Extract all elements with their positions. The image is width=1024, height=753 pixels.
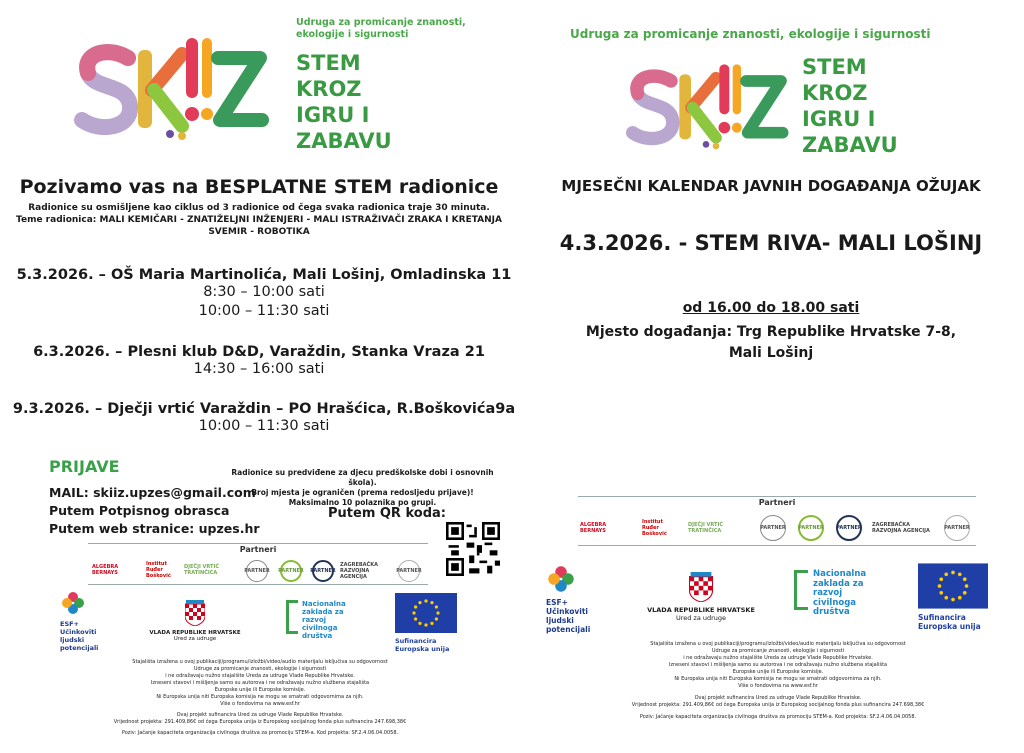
participation-note (230, 468, 495, 508)
partner-logo: ZAGREBAČKA RAZVOJNA AGENCIJA (872, 522, 930, 534)
eu-line: Sufinancira (395, 637, 437, 645)
disclaimer-line: Poziv: Jačanje kapaciteta organizacija civilnoga društva za promociju STEM-a. Kod projekta: SF.2.4.06.04.0058. (639, 714, 917, 720)
event-title: 5.3.2026. – OŠ Maria Martinolića, Mali Lošinj, Omladinska 11 (16, 267, 512, 283)
eu-logo (918, 563, 988, 631)
nz-line: zaklada za (302, 608, 344, 616)
partner-logo: PARTNER (280, 560, 302, 582)
esf-line: Učinkoviti (546, 607, 589, 616)
nz-line: razvoj (813, 588, 843, 598)
vlada-logo (140, 600, 250, 642)
org-name-line: ekologije i sigurnosti (296, 29, 409, 40)
partner-logo: PARTNER (760, 515, 786, 541)
disclaimer-line: Izneseni stavovi i mišljenja samo su autorova i ne odražavaju nužno službena stajališta (668, 662, 888, 668)
stem-line: STEM (296, 51, 361, 75)
partners-strip (88, 543, 428, 585)
org-name (296, 17, 466, 41)
disclaimer-line: Europske unije ili Europske komisije. (214, 687, 306, 693)
partner-logo: Institut Ruđer Bošković (146, 561, 171, 579)
event-time: od 16.00 do 18.00 sati (682, 300, 860, 316)
intro-text (0, 202, 518, 238)
esf-flower-icon (60, 590, 86, 616)
partner-logo: ALGEBRA BERNAYS (92, 564, 119, 576)
event-item (0, 267, 528, 321)
disclaimer-line: Ni Europska unija niti Europska komisija ne mogu se smatrati odgovornima za njih. (674, 676, 882, 682)
disclaimer-line: Poziv: Jačanje kapaciteta organizacija civilnoga društva za promociju STEM-a. Kod projekta: SF.2.4.06.04.0058. (121, 730, 399, 736)
stem-line: IGRU I (802, 107, 876, 131)
event-title: 6.3.2026. – Plesni klub D&D, Varaždin, Stanka Vraza 21 (33, 344, 485, 360)
croatia-coat-of-arms-icon (185, 600, 205, 626)
event-place (518, 322, 1024, 364)
disclaimer-line: Stajališta izražena u ovoj publikaciji/programu/izložbi/video/audio materijalu isključiva su odgovornost (132, 659, 388, 665)
eu-flag-icon (395, 593, 457, 633)
esf-line: potencijali (546, 625, 591, 634)
nz-line: razvoj (302, 616, 327, 624)
skiiz-logo (70, 28, 270, 148)
partners-strip (578, 496, 976, 546)
event-time: 10:00 – 11:30 sati (198, 418, 330, 434)
esf-line: Učinkoviti (60, 628, 97, 636)
event-place-line: Mali Lošinj (728, 345, 814, 361)
nz-line: civilnoga (813, 597, 857, 608)
nz-line: zaklada za (813, 578, 864, 589)
disclaimer-line: Vrijednost projekta: 291.409,86€ od čega Europska unija iz Europskog socijalnog fonda plus sufinancira 247.698,38€ (113, 719, 407, 725)
esf-logo (546, 564, 616, 634)
stem-line: KROZ (296, 77, 362, 101)
partners-label: Partneri (239, 545, 277, 554)
nz-line: Nacionalna (813, 569, 867, 579)
bracket-icon (286, 600, 298, 634)
nz-line: civilnoga (302, 624, 338, 632)
eu-flag-icon (918, 563, 988, 609)
disclaimer-line: Europske unije ili Europske komisije. (732, 669, 824, 675)
stem-line: STEM (802, 55, 867, 79)
partner-logo: DJEČJI VRTIĆ TRATINČICA (688, 522, 723, 534)
disclaimer-line: Udruge za promicanje znanosti, ekologije i sigurnosti (711, 648, 845, 654)
disclaimer (100, 659, 420, 737)
eu-line: Europska unija (395, 645, 450, 653)
vlada-line: VLADA REPUBLIKE HRVATSKE (647, 606, 755, 614)
esf-line: potencijali (60, 644, 99, 652)
esf-line: ESF+ (546, 598, 568, 607)
esf-line: ESF+ (60, 620, 80, 628)
stem-title (296, 50, 392, 154)
eu-logo (395, 593, 457, 653)
calendar-title: MJESEČNI KALENDAR JAVNIH DOGAĐANJA OŽUJAK (561, 177, 981, 195)
eu-line: Europska unija (918, 622, 981, 631)
partner-logo: ALGEBRA BERNAYS (580, 522, 607, 534)
croatia-coat-of-arms-icon (689, 572, 713, 602)
vlada-logo (636, 572, 766, 622)
intro-line: Teme radionica: MALI KEMIČARI - ZNATIŽELJNI INŽENJERI - MALI ISTRAŽIVAČI ZRAKA I KRETANJA (16, 215, 502, 225)
event-item (0, 344, 518, 379)
nz-line: društva (302, 632, 333, 640)
event-time: 8:30 – 10:00 sati (203, 284, 325, 300)
disclaimer-line: Ni Europska unija niti Europska komisija ne mogu se smatrati odgovornima za njih. (156, 694, 364, 700)
partner-logo: ZAGREBAČKA RAZVOJNA AGENCIJA (340, 562, 378, 580)
esf-line: ljudski (546, 616, 574, 625)
disclaimer-line: Vrijednost projekta: 291.409,86€ od čega Europska unija iz Europskog socijalnog fonda plus sufinancira 247.698,38€ (631, 702, 925, 708)
qr-code[interactable] (446, 522, 500, 576)
prijave-web[interactable]: Putem web stranice: upzes.hr (49, 521, 260, 536)
disclaimer-line: i ne odražavaju nužno stajalište Ureda za udruge Vlade Republike Hrvatske. (165, 673, 355, 679)
disclaimer-line: Više o fondovima na www.esf.hr (738, 683, 818, 689)
partner-logo: PARTNER (836, 515, 862, 541)
partner-logo: Institut Ruđer Bošković (642, 519, 667, 537)
esf-logo (60, 590, 120, 652)
partners-label: Partneri (758, 498, 796, 507)
event-time: 10:00 – 11:30 sati (198, 303, 330, 319)
prijave-heading: PRIJAVE (49, 457, 120, 476)
vlada-line: Ured za udruge (675, 614, 727, 622)
vlada-line: VLADA REPUBLIKE HRVATSKE (149, 630, 241, 636)
event-time: 14:30 – 16:00 sati (193, 361, 325, 377)
bracket-icon (794, 570, 808, 610)
esf-line: ljudski (60, 636, 85, 644)
partner-logo: PARTNER (398, 560, 420, 582)
nzrcd-logo (794, 570, 894, 618)
prijave-form: Putem Potpisnog obrasca (49, 503, 230, 518)
disclaimer (613, 641, 943, 721)
disclaimer-line: Izneseni stavovi i mišljenja samo su autorova i ne odražavaju nužno službena stajališta (150, 680, 370, 686)
disclaimer-line: i ne odražavaju nužno stajalište Ureda za udruge Vlade Republike Hrvatske. (683, 655, 873, 661)
disclaimer-line: Udruge za promicanje znanosti, ekologije i sigurnosti (193, 666, 327, 672)
partner-logo: DJEČJI VRTIĆ TRATINČICA (184, 564, 219, 576)
headline: Pozivamo vas na BESPLATNE STEM radionice (19, 176, 499, 198)
partner-logo: PARTNER (944, 515, 970, 541)
eu-line: Sufinancira (918, 613, 966, 622)
stem-line: IGRU I (296, 103, 370, 127)
partner-logo: PARTNER (798, 515, 824, 541)
note-line: Radionice su predviđene za djecu predškolske dobi i osnovnih škola). (231, 468, 494, 487)
disclaimer-line: Ovaj projekt sufinancira Ured za udruge Vlade Republike Hrvatske. (176, 712, 344, 718)
stem-title (802, 54, 898, 158)
partner-logo: PARTNER (312, 560, 334, 582)
partner-logo: PARTNER (246, 560, 268, 582)
event-item (0, 401, 528, 436)
nz-line: Nacionalna (302, 600, 346, 608)
note-line: Maksimalno 10 polaznika po grupi. (288, 498, 437, 507)
nz-line: društva (813, 607, 850, 617)
disclaimer-line: Ovaj projekt sufinancira Ured za udruge Vlade Republike Hrvatske. (694, 695, 862, 701)
note-line: Broj mjesta je ograničen (prema redosljedu prijave)! (251, 488, 474, 497)
right-poster (518, 0, 1024, 753)
org-name: Udruga za promicanje znanosti, ekologije i sigurnosti (570, 27, 931, 41)
intro-line: SVEMIR - ROBOTIKA (208, 227, 310, 237)
event-title: 4.3.2026. - STEM RIVA- MALI LOŠINJ (559, 231, 983, 255)
esf-flower-icon (546, 564, 576, 594)
stem-line: ZABAVU (802, 133, 898, 157)
disclaimer-line: Stajališta izražena u ovoj publikaciji/programu/izložbi/video/audio materijalu isključiva su odgovornost (650, 641, 906, 647)
nzrcd-logo (286, 600, 376, 640)
disclaimer-line: Više o fondovima na www.esf.hr (220, 701, 300, 707)
stem-line: ZABAVU (296, 129, 392, 153)
qr-label: Putem QR koda: (328, 506, 446, 521)
stem-line: KROZ (802, 81, 868, 105)
event-title: 9.3.2026. – Dječji vrtić Varaždin – PO Hrašćica, R.Boškovića9a (12, 401, 516, 417)
prijave-mail[interactable]: MAIL: skiiz.upzes@gmail.com (49, 485, 256, 500)
vlada-line: Ured za udruge (173, 636, 217, 642)
skiiz-logo (618, 56, 794, 156)
intro-line: Radionice su osmišljene kao ciklus od 3 radionice od čega svaka radionica traje 30 minuta. (28, 203, 490, 213)
org-name-line: Udruga za promicanje znanosti, (296, 17, 466, 28)
event-place-line: Mjesto događanja: Trg Republike Hrvatske 7-8, (585, 324, 957, 340)
